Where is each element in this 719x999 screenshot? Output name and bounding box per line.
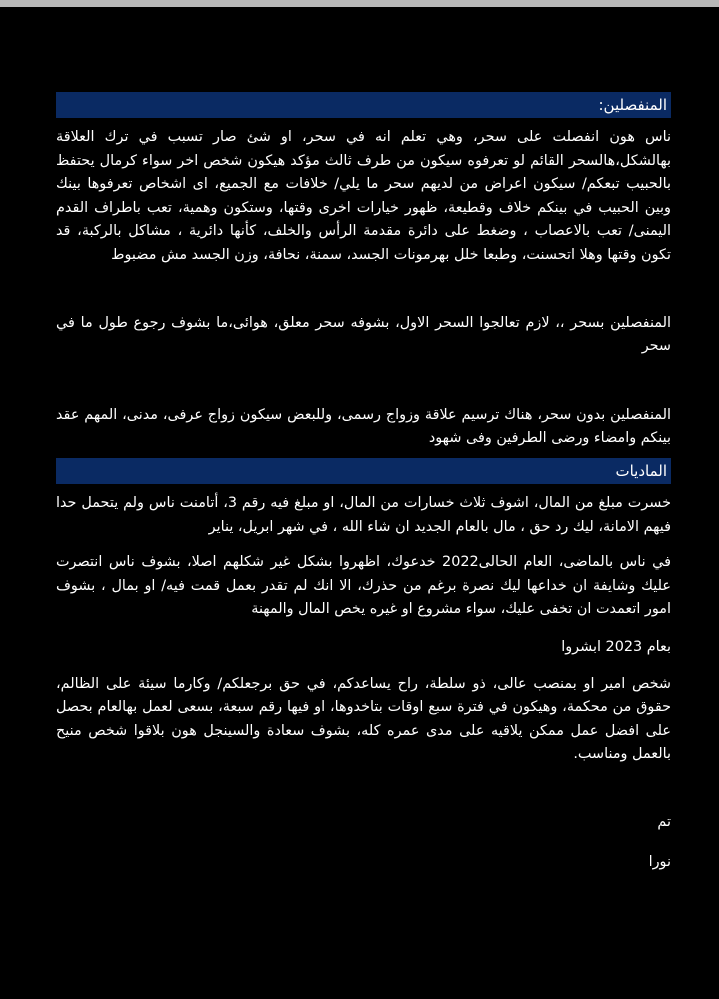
closing-end-word: تم xyxy=(657,813,671,830)
paragraph-powerful-helper: شخص امير او بمنصب عالى، ذو سلطة، راح يساعدكم، في حق برجعلكم/ وكارما سيئة على الظالم، حقوق من محكمة، وهيكون في فترة سبع اوقات بتاخدوها، او فيها رقم سبعة، بسعى لعمل بهالعام بحصل على افضل عمل ممكن يلاقيه على مدى عمره كله، بشوف سعادة والسينجل هون بلاقوا شخص منيح بالعمل ومناسب. xyxy=(56,675,671,763)
paragraph-money-loss: خسرت مبلغ من المال، اشوف ثلاث خسارات من المال، او مبلغ فيه رقم 3، أتامنت ناس ولم يتحمل حدا فيهم الامانة، ليك رد حق ، مال بالعام الجديد ان شاء الله ، في شهر ابريل، يناير xyxy=(56,494,671,535)
paragraph-separated-without-magic: المنفصلين بدون سحر، هناك ترسيم علاقة وزواج رسمى، وللبعض سيكون زواج عرفى، مدنى، المهم عقد بينكم وامضاء ورضى الطرفين وفى شهود xyxy=(56,406,671,447)
paragraph-past-deception: في ناس بالماضى، العام الحالى2022 خدعوك، اظهروا بشكل غير شكلهم اصلا، بشوف ناس انتصرت عليك وشايفة ان خداعها ليك نصرة برغم من حذرك، الا انك لم تقدر بعمل قمت فيه/ او بمال ، بشوف امور اتعمدت ان تخفى عليك، سواء مشروع او غيره يخص المال والمهنة xyxy=(56,554,671,618)
section-header-separated: المنفصلين: xyxy=(56,92,671,118)
paragraph-separated-with-magic-advice: المنفصلين بسحر ،، لازم تعالجوا السحر الاول، بشوفه سحر معلق، هوائى،ما بشوف رجوع طول ما في سحر xyxy=(56,314,671,355)
paragraph-separated-by-magic: ناس هون انفصلت على سحر، وهي تعلم انه في سحر، او شئ صار تسبب في ترك العلاقة بهالشكل،هالسحر القائم لو تعرفوه سيكون من طرف ثالث مؤكد هيكون شخص اخر سواء كرمال يحتفظ بالحبيب تبعكم/ سيكون اعراض من لديهم سحر ما يلي/ خلافات مع الجميع، اى اشخاص تعرفوها بينك وبين الحبيب في بينكم خلاف وقطيعة، ظهور خيارات اخرى وقتها، وستكون وهمية، تعب باطراف القدم اليمنى/ تعب بالاعصاب ، وضغط على دائرة مقدمة الرأس والخلف، كأنها دائرية ، مشاكل بالركبة، قد تكون وقتها وهلا اتحسنت، وطبعا خلل بهرمونات الجسد، سمنة، نحافة، وزن الجسد مش مضبوط xyxy=(56,129,671,263)
document-page xyxy=(56,90,671,875)
section-header-materials: الماديات xyxy=(56,458,671,484)
paragraph-year-2023: بعام 2023 ابشروا xyxy=(561,638,671,655)
closing-author-name: نورا xyxy=(648,854,671,871)
top-edge-strip xyxy=(0,0,719,7)
